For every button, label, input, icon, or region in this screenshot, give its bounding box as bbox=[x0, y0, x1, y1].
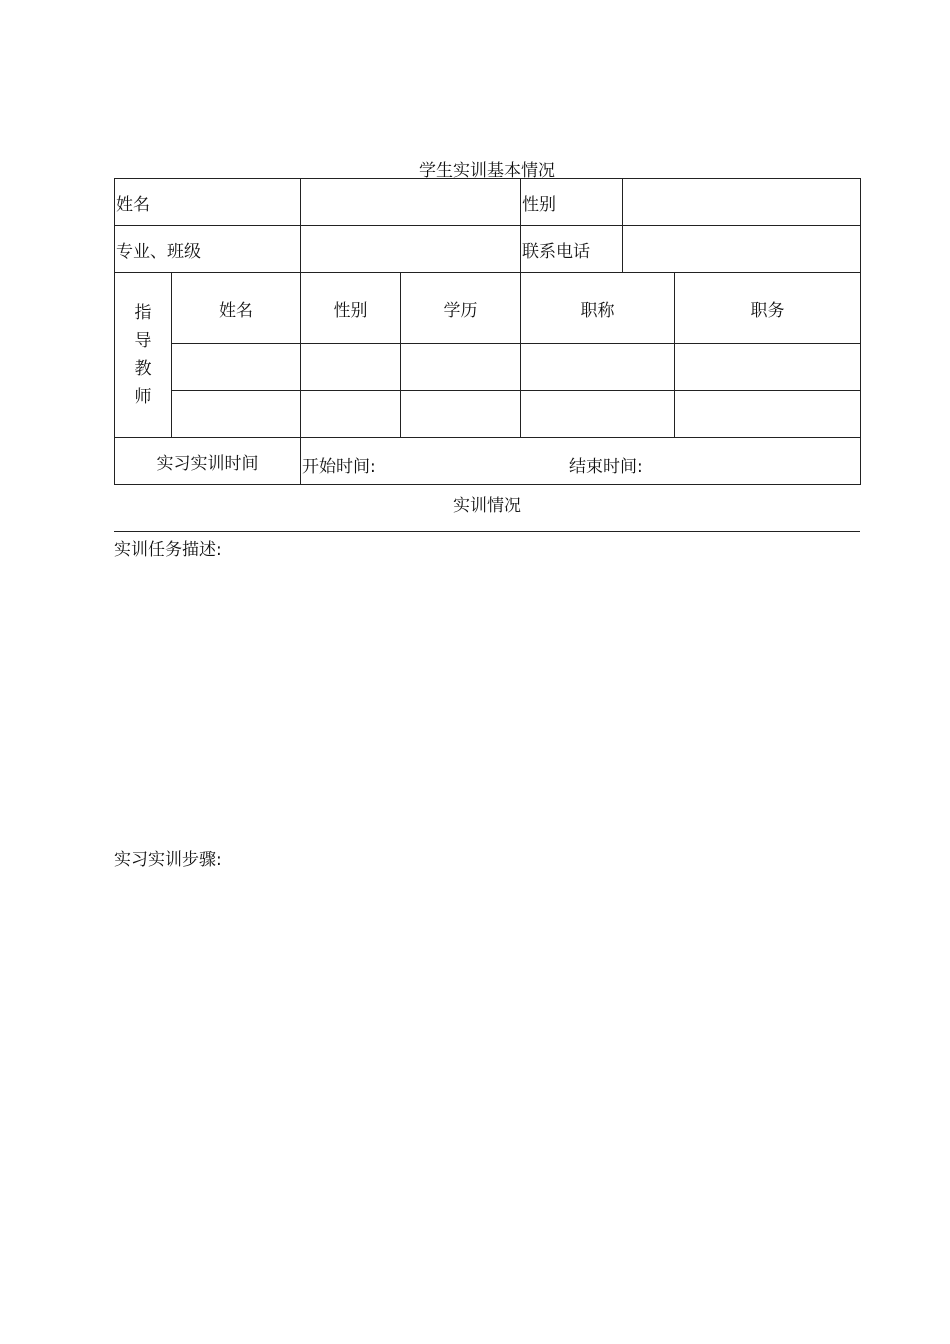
phone-label: 联系电话 bbox=[521, 226, 623, 273]
name-field[interactable] bbox=[301, 179, 521, 226]
advisor-name-field[interactable] bbox=[172, 344, 301, 391]
phone-field[interactable] bbox=[623, 226, 861, 273]
advisor-char: 师 bbox=[134, 387, 152, 407]
advisor-gender-field[interactable] bbox=[301, 391, 401, 438]
advisor-header-position: 职务 bbox=[675, 273, 861, 344]
student-info-table bbox=[114, 178, 861, 485]
advisor-gender-field[interactable] bbox=[301, 344, 401, 391]
table-row bbox=[115, 226, 861, 273]
advisor-header-education: 学历 bbox=[401, 273, 521, 344]
period-label: 实习实训时间 bbox=[115, 438, 301, 485]
section-title: 实训情况 bbox=[453, 496, 521, 516]
advisor-position-field[interactable] bbox=[675, 344, 861, 391]
advisor-education-field[interactable] bbox=[401, 344, 521, 391]
major-class-field[interactable] bbox=[301, 226, 521, 273]
advisor-char: 指 bbox=[134, 303, 152, 323]
advisor-char: 导 bbox=[134, 331, 152, 351]
advisor-char: 教 bbox=[134, 359, 152, 379]
advisor-education-field[interactable] bbox=[401, 391, 521, 438]
name-label: 姓名 bbox=[115, 179, 301, 226]
advisor-header-title: 职称 bbox=[521, 273, 675, 344]
period-field[interactable] bbox=[301, 438, 861, 485]
advisor-position-field[interactable] bbox=[675, 391, 861, 438]
major-class-label: 专业、班级 bbox=[115, 226, 301, 273]
advisor-title-field[interactable] bbox=[521, 391, 675, 438]
period-row bbox=[115, 438, 861, 485]
task-description-label: 实训任务描述: bbox=[114, 540, 222, 560]
advisor-row bbox=[115, 344, 861, 391]
advisor-header-row bbox=[115, 273, 861, 344]
advisor-name-field[interactable] bbox=[172, 391, 301, 438]
table-row bbox=[115, 179, 861, 226]
advisor-row bbox=[115, 391, 861, 438]
end-time-label: 结束时间: bbox=[569, 457, 643, 477]
advisor-header-name: 姓名 bbox=[172, 273, 301, 344]
section-divider bbox=[114, 531, 860, 532]
gender-field[interactable] bbox=[623, 179, 861, 226]
advisor-header-gender: 性别 bbox=[301, 273, 401, 344]
steps-label: 实习实训步骤: bbox=[114, 850, 222, 870]
gender-label: 性别 bbox=[521, 179, 623, 226]
page-title: 学生实训基本情况 bbox=[419, 161, 555, 181]
advisor-label bbox=[115, 273, 172, 438]
advisor-title-field[interactable] bbox=[521, 344, 675, 391]
start-time-label: 开始时间: bbox=[302, 457, 376, 477]
